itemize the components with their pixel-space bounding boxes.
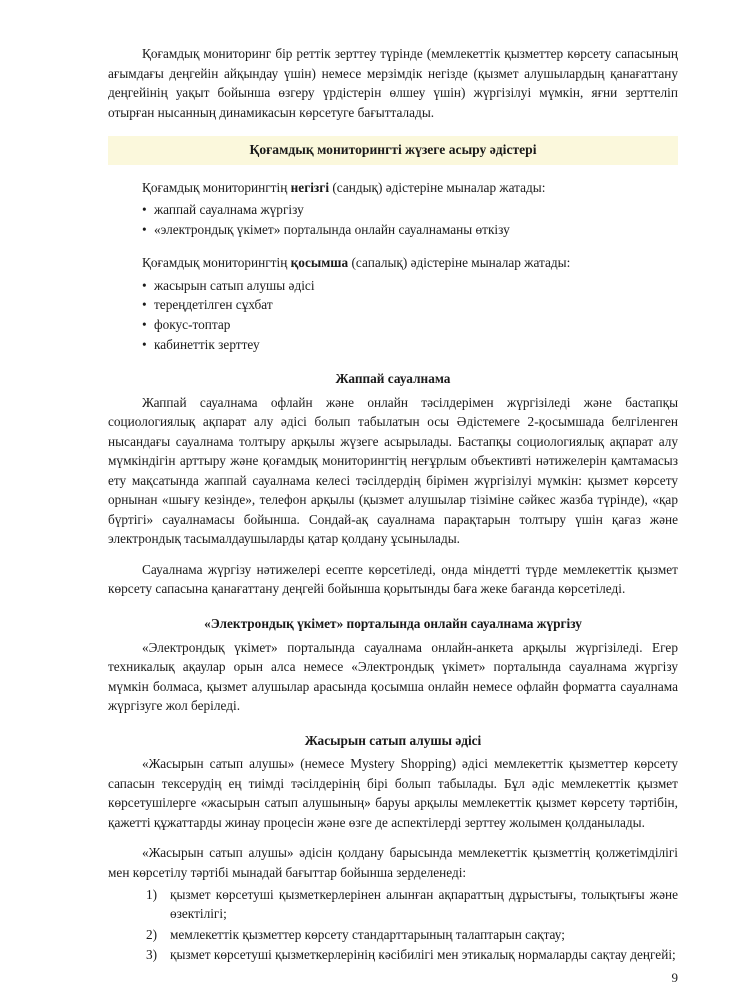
- list-item: • жаппай сауалнама жүргізу: [142, 200, 678, 220]
- list-item: қызмет көрсетуші қызметкерлерінен алынған ақпараттың дұрыстығы, толықтығы және өзектілігі;: [170, 886, 678, 922]
- extra-methods-list: [108, 276, 678, 354]
- mystery-directions-list: [108, 885, 678, 965]
- main-methods-lead-part2: (сандық) әдістеріне мыналар жатады:: [329, 179, 546, 195]
- main-methods-list: [108, 200, 678, 239]
- section-band-methods: Қоғамдық мониторингті жүзеге асыру әдістері: [108, 136, 678, 165]
- list-item: • фокус-топтар: [142, 315, 678, 335]
- mystery-paragraph-1: «Жасырын сатып алушы» (немесе Mystery Shopping) әдісі мемлекеттік қызметтер көрсету сапасын тексерудің ең тиімді тәсілдерінің бірі болып табылады. Бұл әдіс мемлекеттік қызмет көрсетушілерге «жасырын сатып алушының» баруы арқылы мемлекеттік қызмет көрсету тәртібін, қажетті құжаттарды жинау процесін және өзге де аспектілерді зерттеу жолымен қолданылады.: [108, 756, 678, 830]
- main-methods-lead-bold: негізгі: [290, 179, 330, 195]
- extra-methods-lead-bold: қосымша: [290, 255, 349, 271]
- extra-methods-lead: [108, 253, 678, 273]
- mass-survey-paragraph-2: Сауалнама жүргізу нәтижелері есепте көрсетіледі, онда міндетті түрде мемлекеттік қызмет көрсету сапасына қанағаттану деңгейі бойынша қорытынды баға жеке бағанда көрсетіледі.: [108, 561, 678, 597]
- list-item: • жасырын сатып алушы әдісі: [142, 276, 678, 296]
- main-methods-lead: [108, 178, 678, 198]
- list-item: мемлекеттік қызметтер көрсету стандарттарының талаптарын сақтау;: [170, 926, 565, 942]
- intro-paragraph: Қоғамдық мониторинг бір реттік зерттеу түрінде (мемлекеттік қызметтер көрсету сапасының ағымдағы деңгейін айқындау үшін) немесе мерзімдік негізде (қызмет алушылардың қанағаттану деңгейінің уақыт бойынша өзгеру үрдістерін өлшеу үшін) жүргізілуі мүмкін, яғни зерттеліп отырған нысанның динамикасын көрсетуге бағытталады.: [108, 46, 678, 120]
- mystery-paragraph-2: «Жасырын сатып алушы» әдісін қолдану барысында мемлекеттік қызметтің қолжетімділігі мен көрсетілу тәртібі мынадай бағыттар бойынша зерделенеді:: [108, 845, 678, 880]
- extra-methods-lead-part1: Қоғамдық мониторингтің: [142, 255, 291, 271]
- list-item: • «электрондық үкімет» порталында онлайн сауалнаманы өткізу: [142, 220, 678, 240]
- egov-paragraph-1: «Электрондық үкімет» порталында сауалнама онлайн-анкета арқылы жүргізіледі. Егер техникалық ақаулар орын алса немесе «Электрондық үкімет» порталында сауалнама жүргізу мүмкін болмаса, қызмет алушылар арасында қосымша онлайн немесе офлайн форматта сауалнама жүргізуге жол беріледі.: [108, 639, 678, 714]
- mass-survey-paragraph-1: Жаппай сауалнама офлайн және онлайн тәсілдерімен жүргізіледі және бастапқы социологиялық ақпарат алу әдісі болып табылатын осы Әдістемеге 2-қосымшада белгіленген нысандағы сауалнама толтыру арқылы жүзеге асырылады. Бастапқы социологиялық ақпарат алу мүмкіндігін арттыру және қоғамдық мониторингтің неғұрлым объективті нәтижелерін қамтамасыз ету мақсатында жаппай сауалнама келесі тәсілдердің бірімен жүргізілуі мүмкін: қызмет көрсету орнынан «шығу кезінде», телефон арқылы (қызмет алушылар тізіміне сәйкес жазба түрінде), «қар бүртігі» сауалнамасы бойынша. Сондай-ақ сауалнама парақтарын толтыру үшін қағаз және электрондық тасымалдаушыларды қатар қолдану ұсынылады.: [108, 394, 678, 547]
- heading-mystery-shopper: Жасырын сатып алушы әдісі: [304, 732, 482, 748]
- page-number: 9: [671, 970, 678, 985]
- heading-mass-survey: Жаппай сауалнама: [335, 371, 451, 387]
- list-item: • тереңдетілген сұхбат: [142, 295, 678, 315]
- heading-egov-survey: «Электрондық үкімет» порталында онлайн сауалнама жүргізу: [204, 615, 582, 631]
- list-item: қызмет көрсетуші қызметкерлерінің кәсібилігі мен этикалық нормаларды сақтау деңгейі;: [170, 947, 676, 963]
- main-methods-lead-part1: Қоғамдық мониторингтің: [142, 179, 291, 195]
- list-item: • кабинеттік зерттеу: [142, 335, 678, 355]
- extra-methods-lead-part2: (сапалық) әдістеріне мыналар жатады:: [348, 255, 571, 271]
